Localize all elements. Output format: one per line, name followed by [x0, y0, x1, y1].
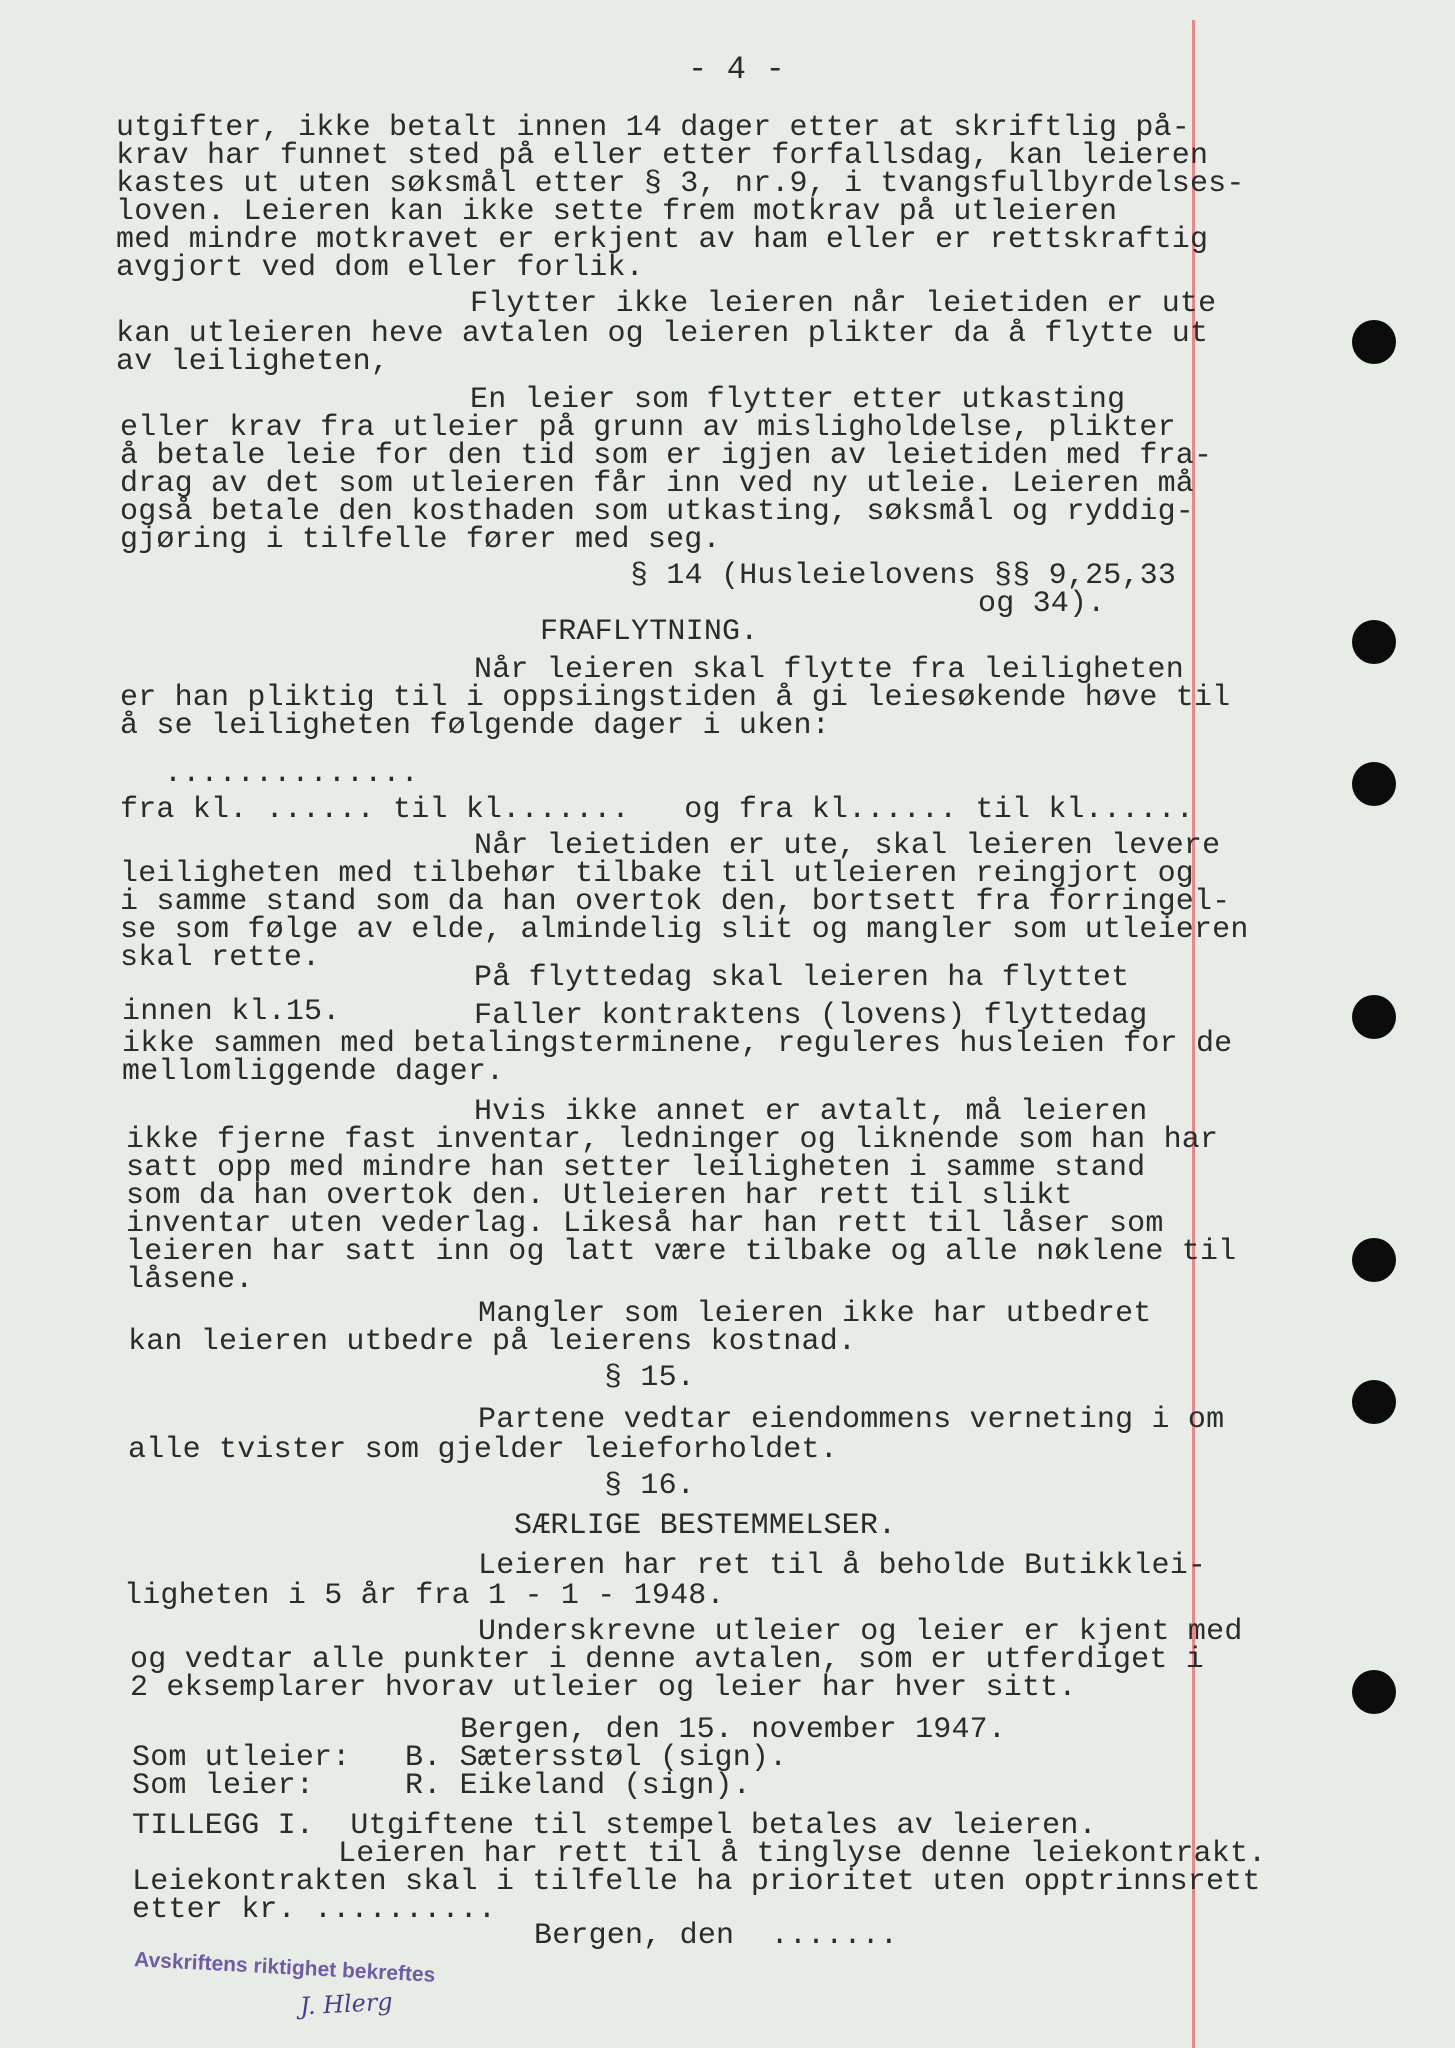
text-line: Flytter ikke leieren når leietiden er ute	[470, 287, 1217, 321]
text-line: 2 eksemplarer hvorav utleier og leier har hver sitt.	[130, 1671, 1077, 1705]
text-line: utgifter, ikke betalt innen 14 dager etter at skriftlig på-	[116, 111, 1190, 145]
text-line: Underskrevne utleier og leier er kjent med	[478, 1615, 1243, 1649]
text-line: alle tvister som gjelder leieforholdet.	[128, 1433, 838, 1467]
text-line: skal rette.	[120, 941, 321, 975]
text-line: ikke fjerne fast inventar, ledninger og liknende som han har	[126, 1123, 1219, 1157]
text-line: med mindre motkravet er erkjent av ham eller er rettskraftig	[116, 223, 1209, 257]
text-line: På flyttedag skal leieren ha flyttet	[474, 961, 1130, 995]
text-line: En leier som flytter etter utkasting	[470, 383, 1126, 417]
text-line: Faller kontraktens (lovens) flyttedag	[474, 999, 1148, 1033]
text-line: kan leieren utbedre på leierens kostnad.	[128, 1325, 857, 1359]
punch-hole	[1352, 320, 1396, 364]
signature-line: Som utleier: B. Sætersstøl (sign).	[132, 1741, 788, 1775]
punch-hole	[1352, 762, 1396, 806]
blank-field: ..............	[164, 757, 419, 791]
text-line: se som følge av elde, almindelig slit og mangler som utleieren	[120, 913, 1249, 947]
text-line: ikke sammen med betalingsterminene, reguleres husleien for de	[122, 1027, 1233, 1061]
text-line: av leiligheten,	[116, 345, 390, 379]
date-line: Bergen, den .......	[534, 1919, 899, 1953]
text-line: i samme stand som da han overtok den, bortsett fra forringel-	[120, 885, 1231, 919]
section-title: FRAFLYTNING.	[540, 615, 759, 649]
section-title: SÆRLIGE BESTEMMELSER.	[514, 1509, 897, 1543]
section-heading: § 16.	[604, 1469, 696, 1503]
punch-hole	[1352, 1670, 1396, 1714]
punch-hole	[1352, 995, 1396, 1039]
text-line: er han pliktig til i oppsiingstiden å gi leiesøkende høve til	[120, 681, 1231, 715]
text-line: ligheten i 5 år fra 1 - 1 - 1948.	[124, 1579, 725, 1613]
text-line: Mangler som leieren ikke har utbedret	[478, 1297, 1152, 1331]
text-line: å betale leie for den tid som er igjen av leietiden med fra-	[120, 439, 1213, 473]
text-line: avgjort ved dom eller forlik.	[116, 251, 644, 285]
text-line: eller krav fra utleier på grunn av misligholdelse, plikter	[120, 411, 1176, 445]
text-line: som da han overtok den. Utleieren har rett til slikt	[126, 1179, 1073, 1213]
certification-stamp: Avskriftens riktighet bekreftes	[133, 1948, 436, 1987]
date-line: Bergen, den 15. november 1947.	[460, 1713, 1007, 1747]
section-heading: § 15.	[604, 1361, 696, 1395]
text-line: Partene vedtar eiendommens verneting i om	[478, 1403, 1225, 1437]
signature-line: Som leier: R. Eikeland (sign).	[132, 1769, 751, 1803]
text-line: også betale den kosthaden som utkasting, søksmål og ryddig-	[120, 495, 1194, 529]
text-line: mellomliggende dager.	[122, 1055, 505, 1089]
text-line: å se leiligheten følgende dager i uken:	[120, 709, 830, 743]
text-line: fra kl. ...... til kl....... og fra kl...... til kl......	[120, 793, 1194, 827]
text-line: Når leieren skal flytte fra leiligheten	[474, 653, 1184, 687]
text-line: Leieren har ret til å beholde Butikklei-	[478, 1549, 1207, 1583]
text-line: gjøring i tilfelle fører med seg.	[120, 523, 721, 557]
text-line: Hvis ikke annet er avtalt, må leieren	[474, 1095, 1148, 1129]
punch-hole	[1352, 1380, 1396, 1424]
addendum-line: Leiekontrakten skal i tilfelle ha prioritet uten opptrinnsrett	[132, 1865, 1261, 1899]
text-line: leieren har satt inn og latt være tilbake og alle nøklene til	[126, 1235, 1237, 1269]
text-line: kan utleieren heve avtalen og leieren plikter da å flytte ut	[116, 317, 1209, 351]
punch-hole	[1352, 1238, 1396, 1282]
handwritten-signature: J. Hlerg	[299, 1987, 394, 2021]
punch-hole	[1352, 620, 1396, 664]
text-line: satt opp med mindre han setter leiligheten i samme stand	[126, 1151, 1146, 1185]
text-line: loven. Leieren kan ikke sette frem motkrav på utleieren	[116, 195, 1118, 229]
text-line: og vedtar alle punkter i denne avtalen, som er utferdiget i	[130, 1643, 1204, 1677]
section-heading: § 14 (Husleielovens §§ 9,25,33	[630, 559, 1177, 593]
text-line: kastes ut uten søksmål etter § 3, nr.9, i tvangsfullbyrdelses-	[116, 167, 1245, 201]
addendum-line: Leieren har rett til å tinglyse denne leiekontrakt.	[338, 1837, 1267, 1871]
addendum-line: TILLEGG I. Utgiftene til stempel betales av leieren.	[132, 1809, 1097, 1843]
text-line: leiligheten med tilbehør tilbake til utleieren reingjort og	[120, 857, 1194, 891]
text-line: låsene.	[126, 1263, 254, 1297]
text-line: inventar uten vederlag. Likeså har han rett til låser som	[126, 1207, 1164, 1241]
page-number: - 4 -	[688, 51, 786, 88]
text-line: krav har funnet sted på eller etter forfallsdag, kan leieren	[116, 139, 1209, 173]
section-heading: og 34).	[978, 587, 1106, 621]
text-line: drag av det som utleieren får inn ved ny utleie. Leieren må	[120, 467, 1194, 501]
text-line: innen kl.15.	[122, 995, 341, 1029]
text-line: Når leietiden er ute, skal leieren levere	[474, 829, 1221, 863]
addendum-line: etter kr. ..........	[132, 1893, 497, 1927]
